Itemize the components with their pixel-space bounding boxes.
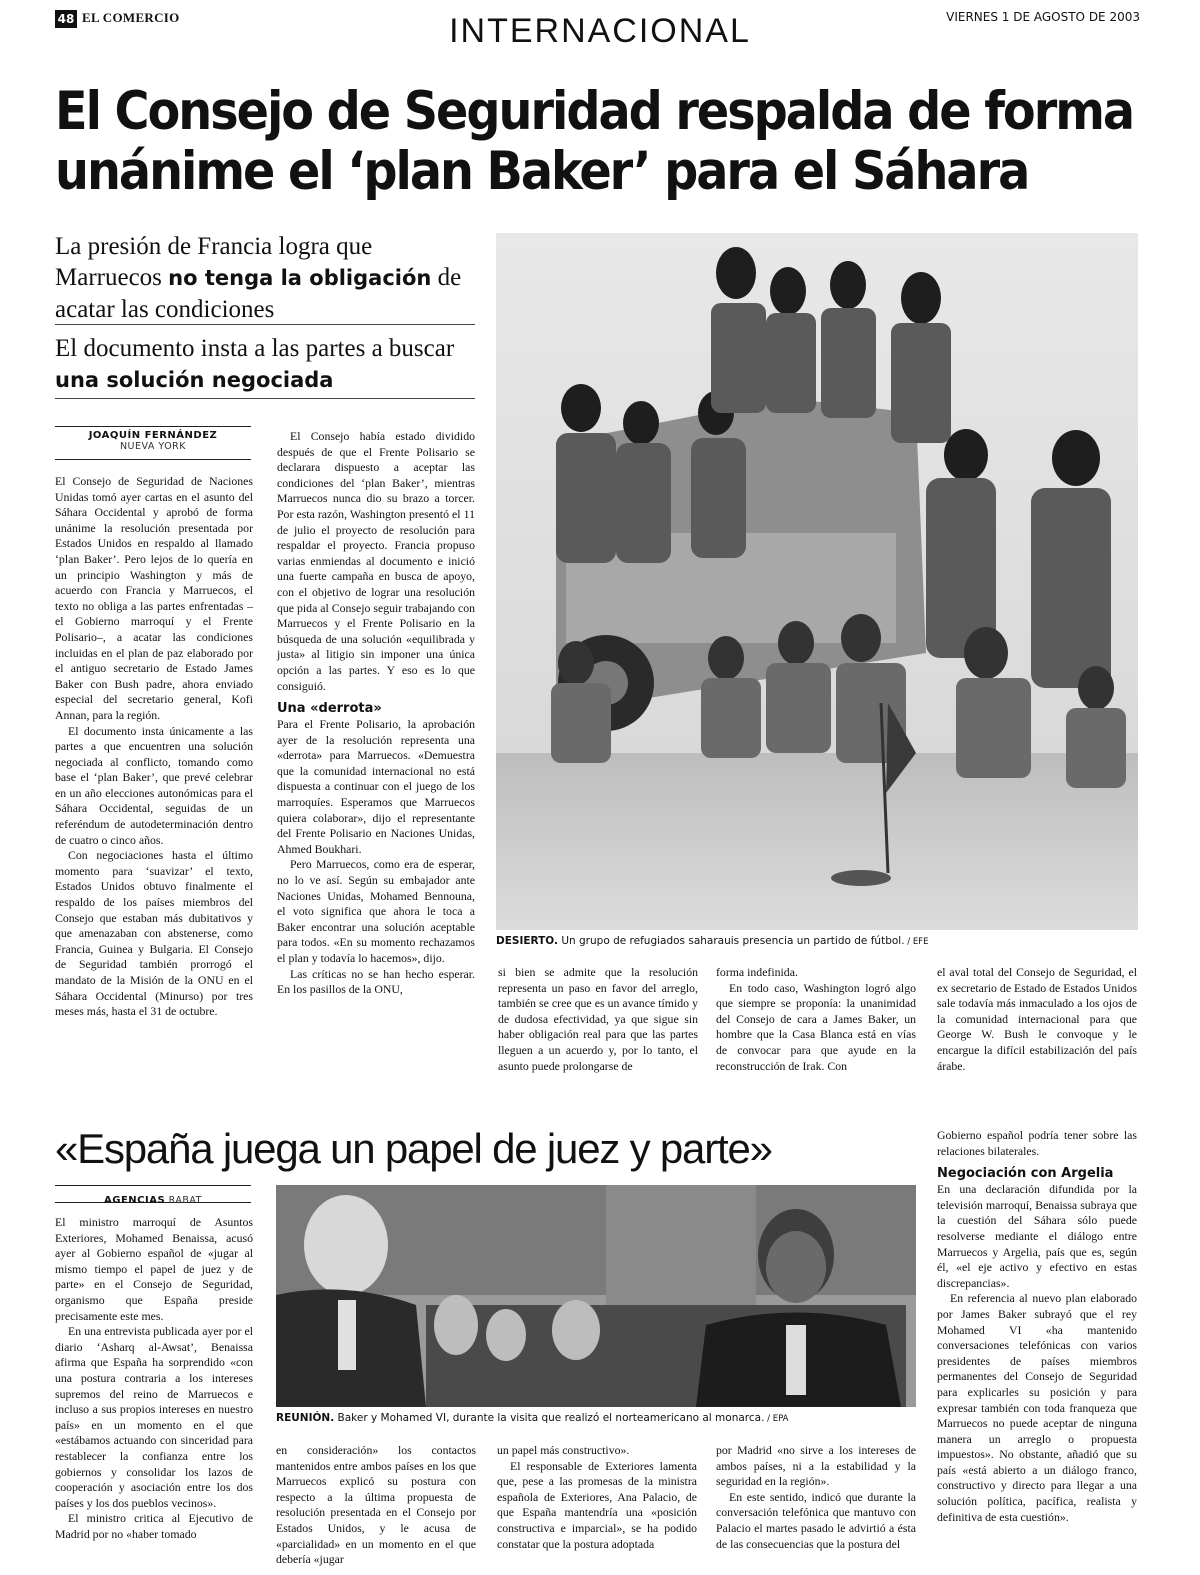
author-name: AGENCIAS	[104, 1195, 166, 1206]
article-column-3	[498, 965, 698, 1074]
paragraph: En una entrevista publicada ayer por el diario ‘Asharq al-Awsat’, Benaissa afirma que España ha sorprendido «con una postura contraria a los intereses supremos del reino de Marruecos e incluso a sus propios intereses en nuestro país» en un momento en el que «estábamos actuando con sinceridad para restablecer la confianza entre los gobiernos y consolidar los lazos de cooperación y asociación entre los dos países y los dos pueblos vecinos».	[55, 1324, 253, 1510]
refugees-photo	[496, 233, 1138, 930]
issue-date: VIERNES 1 DE AGOSTO DE 2003	[946, 10, 1140, 24]
article-column-2	[277, 429, 475, 998]
divider	[55, 398, 475, 399]
paragraph: En referencia al nuevo plan elaborado por James Baker subrayó que el rey Mohamed VI «ha mantenido conversaciones telefónicas con varios presidentes de países miembros permanentes del Consejo de Seguridad para explicarles su posición y para expresar también con toda franqueza que Marruecos no puede aceptar de ninguna manera un arreglo o propuesta impuestos». No obstante, añadió que su país «está abierto a un diálogo franco, constructivo y directo para llegar a una solución política, pacífica, realista y definitiva de esta cuestión».	[937, 1291, 1137, 1524]
byline	[55, 426, 251, 460]
paragraph: En todo caso, Washington logró algo que siempre se proponía: la unanimidad del Consejo de cara a James Baker, un hombre que la Casa Blanca está en vías de convocar para que ayude en la reconstrucción de Irak. Con	[716, 980, 916, 1073]
paragraph: en consideración» los contactos mantenidos entre ambos países en los que Marruecos explicó su postura con respecto a la última propuesta de resolución presentada en el Consejo por Estados Unidos, y le acusa de «parcialidad» en un momento en el que debería «jugar	[276, 1443, 476, 1567]
paragraph: si bien se admite que la resolución representa un paso en favor del arreglo, también se cree que es un avance tímido y de dudosa efectividad, ya que sigue sin haber obligación real para que las partes lleguen a un acuerdo y, por lo tanto, el asunto puede prolongarse de	[498, 965, 698, 1073]
article2-column-3	[497, 1443, 697, 1552]
paragraph: Las críticas no se han hecho esperar. En los pasillos de la ONU,	[277, 966, 475, 997]
subhead: Negociación con Argelia	[937, 1166, 1114, 1182]
main-headline: El Consejo de Seguridad respalda de forma unánime el ‘plan Baker’ para el Sáhara	[55, 81, 1134, 202]
meeting-photo	[276, 1185, 916, 1407]
subheadline-1: La presión de Francia logra que Marruecos no tenga la obligación de acatar las condiciones	[55, 233, 462, 323]
paragraph: Para el Frente Polisario, la aprobación ayer de la resolución representa una «derrota» para Marruecos. «Demuestra que la comunidad internacional no está dispuesta a continuar con el juego de los marroquíes. Esperamos que Marruecos quiera colaborar», dijo el representante del Frente Polisario en Naciones Unidas, Ahmed Boukhari.	[277, 717, 475, 856]
paragraph: El Consejo había estado dividido después de que el Frente Polisario se declarara dispuesto a aceptar las condiciones del ‘plan Baker’, mientras Marruecos nunca dio su brazo a torcer. Por esta razón, Washington presentó el 11 de julio el proyecto de resolución para respaldar el proyecto. Francia propuso varias enmiendas al documento e inició una fuerte campaña en busca de apoyo, con el objetivo de lograr una resolución que pida al Consejo seguir trabajando con Marruecos y el Frente Polisario en la búsqueda de una solución «equilibrada y justa» al litigio sin imponer una única opción a las partes. Y eso es lo que consiguió.	[277, 429, 475, 693]
section-title: INTERNACIONAL	[449, 12, 751, 50]
paragraph: forma indefinida.	[716, 965, 798, 979]
paragraph: un papel más constructivo».	[497, 1443, 630, 1457]
paragraph: El ministro critica al Ejecutivo de Madrid por no «haber tomado	[55, 1511, 253, 1541]
subheadline-2: El documento insta a las partes a buscar una solución negociada	[55, 335, 455, 392]
article2-column-1	[55, 1215, 253, 1542]
page-number: 48	[55, 10, 77, 28]
photo-credit: / EPA	[764, 1414, 789, 1424]
subhead: Una «derrota»	[277, 701, 382, 717]
photo-caption: REUNIÓN. Baker y Mohamed VI, durante la visita que realizó el norteamericano al monarca. / EPA	[276, 1412, 789, 1424]
divider	[55, 324, 475, 325]
photo-caption: DESIERTO. Un grupo de refugiados saharauis presencia un partido de fútbol. / EFE	[496, 935, 929, 947]
paragraph: El ministro marroquí de Asuntos Exteriores, Mohamed Benaissa, acusó ayer al Gobierno español de «jugar al mismo tiempo el papel de juez y de parte» en el Consejo de Seguridad, organismo que España preside precisamente este mes.	[55, 1215, 253, 1323]
paragraph: por Madrid «no sirve a los intereses de ambos países, ni a la estabilidad y la seguridad en la región».	[716, 1443, 916, 1489]
dateline: RABAT	[165, 1195, 202, 1206]
paragraph: El responsable de Exteriores lamenta que, pese a las promesas de la ministra española de Exteriores, Ana Palacio, de que España mantendría una «posición constructiva e imparcial», se ha podido constatar que la postura adoptada	[497, 1458, 697, 1551]
secondary-headline: «España juega un papel de juez y parte»	[55, 1125, 772, 1172]
paragraph: Pero Marruecos, como era de esperar, no lo ve así. Según su embajador ante Naciones Unidas, Mohamed Bennouna, el voto significa que ahora le toca a Baker encontrar una solución aceptable para todos. «En su momento rechazamos el plan y todavía lo hacemos», dijo.	[277, 857, 475, 965]
paragraph: el aval total del Consejo de Seguridad, el ex secretario de Estado de Estados Unidos sale todavía más inmaculado a los ojos de la comunidad internacional para que George W. Bush le convoque y le encargue la difícil estabilización del país árabe.	[937, 965, 1137, 1073]
refugees-photo-illustration	[496, 233, 1138, 930]
article-column-1	[55, 474, 253, 1020]
dateline: NUEVA YORK	[119, 441, 187, 452]
paragraph: Con negociaciones hasta el último momento para ‘suavizar’ el texto, Estados Unidos obtuvo finalmente el respaldo de los países miembros del Consejo que estaban más dubitativos y que amenazaban con abstenerse, como Francia, Guinea y Bulgaria. El Consejo de Seguridad también prorrogó el mandato de la Misión de la ONU en el Sáhara Occidental (Minurso) por tres meses más, hasta el 31 de octubre.	[55, 848, 253, 1019]
newspaper-name: EL COMERCIO	[82, 10, 180, 25]
byline	[55, 1185, 251, 1206]
paragraph: El documento insta únicamente a las partes a que encuentren una solución negociada al conflicto, tomando como base el ‘plan Baker’, que prevé celebrar en un año elecciones autonómicas para el Sáhara Occidental, seguidas de un referéndum de autodeterminación dentro de cuatro o cinco años.	[55, 723, 253, 847]
paragraph: En una declaración difundida por la televisión marroquí, Benaissa subraya que la cuestión del Sáhara sólo puede resolverse mediante el diálogo entre Marruecos y Argelia, país que es, según él, «el eje activo y efectivo en estas discrepancias».	[937, 1182, 1137, 1290]
paragraph: Gobierno español podría tener sobre las relaciones bilaterales.	[937, 1128, 1137, 1158]
paragraph: El Consejo de Seguridad de Naciones Unidas tomó ayer cartas en el asunto del Sáhara Occidental y aprobó de forma unánime la resolución presentada por Estados Unidos en respaldo al llamado ‘plan Baker’. Pero lejos de lo quería en un principio Washington y más de acuerdo con Francia y Marruecos, el texto no obliga a las partes enfrentadas –el Gobierno marroquí y el Frente Polisario–, a acatar las condiciones incluidas en el plan de paz elaborado por el antiguo secretario de Estado James Baker con Bush padre, ahora enviado especial del secretario general, Kofi Annan, para la región.	[55, 474, 253, 722]
article2-column-2	[276, 1443, 476, 1568]
photo-credit: / EFE	[904, 937, 929, 947]
caption-label: REUNIÓN.	[276, 1412, 335, 1424]
article-column-5	[937, 965, 1137, 1074]
meeting-photo-illustration	[276, 1185, 916, 1407]
article2-column-5	[937, 1128, 1137, 1525]
paragraph: En este sentido, indicó que durante la conversación telefónica que mantuvo con Palacio el martes pasado le advirtió a ésta de las consecuencias que la postura del	[716, 1489, 916, 1551]
caption-label: DESIERTO.	[496, 935, 558, 947]
author-name: JOAQUÍN FERNÁNDEZ	[88, 430, 218, 441]
article2-column-4	[716, 1443, 916, 1552]
article-column-4	[716, 965, 916, 1074]
